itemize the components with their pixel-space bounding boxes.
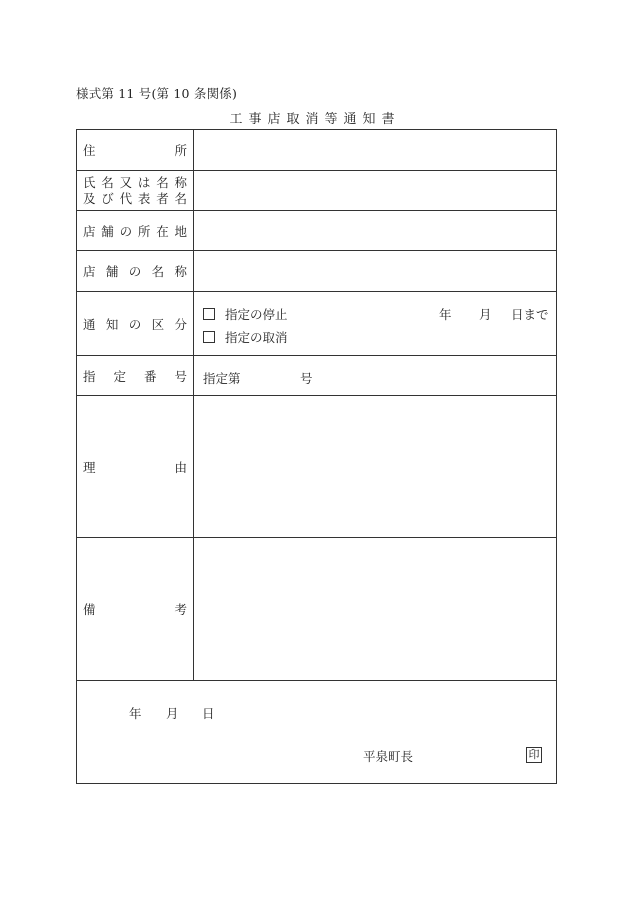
option-cancel[interactable] bbox=[203, 328, 288, 346]
row-notice-type bbox=[77, 292, 556, 356]
label-char: の bbox=[119, 223, 133, 239]
label-cell bbox=[77, 356, 194, 395]
option-cancel-label: 指定の取消 bbox=[225, 330, 288, 345]
label-char: 地 bbox=[174, 223, 187, 239]
address-label bbox=[83, 141, 187, 159]
remarks-label bbox=[83, 600, 187, 618]
label-char: 及 bbox=[83, 190, 96, 206]
shop-name-field[interactable] bbox=[199, 251, 556, 291]
label-char: 備 bbox=[83, 602, 96, 617]
label-cell bbox=[77, 251, 194, 291]
row-shop-name bbox=[77, 251, 556, 292]
row-shop-location bbox=[77, 211, 556, 251]
label-char: 分 bbox=[174, 316, 187, 332]
designation-prefix: 指定第 bbox=[203, 371, 241, 386]
label-char: は bbox=[137, 174, 151, 190]
label-char: 又 bbox=[119, 174, 133, 190]
shop-location-label bbox=[83, 222, 187, 240]
label-char: 由 bbox=[174, 459, 187, 475]
label-char: 在 bbox=[156, 223, 169, 239]
row-name bbox=[77, 171, 556, 211]
row-reason bbox=[77, 396, 556, 538]
name-label-line1 bbox=[83, 175, 187, 191]
notice-type-label bbox=[83, 315, 187, 333]
label-char: 名 bbox=[151, 264, 165, 279]
label-char: 名 bbox=[156, 174, 169, 190]
label-char: 所 bbox=[174, 143, 187, 158]
option-suspend[interactable] bbox=[203, 305, 288, 323]
year-label: 年 bbox=[439, 307, 452, 322]
designation-number-field[interactable] bbox=[199, 356, 556, 395]
label-char: 知 bbox=[105, 316, 119, 332]
row-designation-number bbox=[77, 356, 556, 396]
label-char: 番 bbox=[143, 368, 157, 384]
name-field[interactable] bbox=[199, 171, 556, 210]
label-char: 所 bbox=[137, 223, 151, 239]
label-char: 理 bbox=[83, 459, 96, 475]
label-char: 店 bbox=[83, 223, 96, 239]
issuer-name: 平泉町長 bbox=[363, 749, 414, 764]
designation-suffix: 号 bbox=[300, 371, 313, 386]
label-char: 店 bbox=[83, 264, 96, 279]
name-label bbox=[83, 175, 187, 207]
until-day-label: 日まで bbox=[511, 307, 549, 322]
label-char: 区 bbox=[151, 316, 165, 332]
label-char: 表 bbox=[137, 190, 151, 206]
row-remarks bbox=[77, 538, 556, 681]
month-label: 月 bbox=[479, 307, 492, 322]
label-char: 名 bbox=[174, 190, 187, 206]
shop-location-field[interactable] bbox=[199, 211, 556, 250]
label-char: 称 bbox=[174, 174, 187, 190]
label-cell bbox=[77, 396, 194, 537]
label-char: 舗 bbox=[105, 264, 119, 279]
form-table bbox=[76, 129, 557, 784]
document-title: 工事店取消等通知書 bbox=[229, 112, 401, 127]
label-char: 氏 bbox=[83, 174, 96, 190]
label-char: 住 bbox=[83, 143, 96, 158]
row-address bbox=[77, 130, 556, 171]
address-field[interactable] bbox=[199, 130, 556, 170]
label-char: 通 bbox=[83, 316, 96, 332]
label-cell bbox=[77, 171, 194, 210]
designation-number-label bbox=[83, 367, 187, 385]
seal-mark: 印 bbox=[526, 747, 542, 763]
label-char: 定 bbox=[113, 368, 126, 384]
remarks-field[interactable] bbox=[199, 538, 556, 680]
label-char: 号 bbox=[174, 368, 187, 384]
label-char: 称 bbox=[174, 264, 187, 279]
checkbox-cancel[interactable] bbox=[203, 331, 215, 343]
label-char: 代 bbox=[119, 190, 133, 206]
label-char: 舗 bbox=[101, 223, 114, 239]
notice-type-field bbox=[199, 292, 556, 355]
label-char: 考 bbox=[174, 602, 187, 617]
form-number: 様式第 11 号(第 10 条関係) bbox=[76, 86, 238, 101]
label-char: 指 bbox=[83, 368, 96, 384]
issue-day-label: 日 bbox=[202, 706, 215, 721]
label-char: の bbox=[128, 264, 142, 279]
issue-month-label: 月 bbox=[166, 706, 179, 721]
label-char: び bbox=[101, 190, 114, 206]
label-char: 名 bbox=[101, 174, 114, 190]
label-char: 者 bbox=[156, 190, 169, 206]
reason-field[interactable] bbox=[199, 396, 556, 537]
label-cell bbox=[77, 130, 194, 170]
shop-name-label bbox=[83, 262, 187, 280]
label-cell bbox=[77, 292, 194, 355]
reason-label bbox=[83, 458, 187, 476]
label-cell bbox=[77, 538, 194, 680]
checkbox-suspend[interactable] bbox=[203, 308, 215, 320]
label-cell bbox=[77, 211, 194, 250]
name-label-line2 bbox=[83, 191, 187, 207]
label-char: の bbox=[128, 316, 142, 332]
issue-year-label: 年 bbox=[129, 706, 142, 721]
option-suspend-label: 指定の停止 bbox=[225, 307, 288, 322]
